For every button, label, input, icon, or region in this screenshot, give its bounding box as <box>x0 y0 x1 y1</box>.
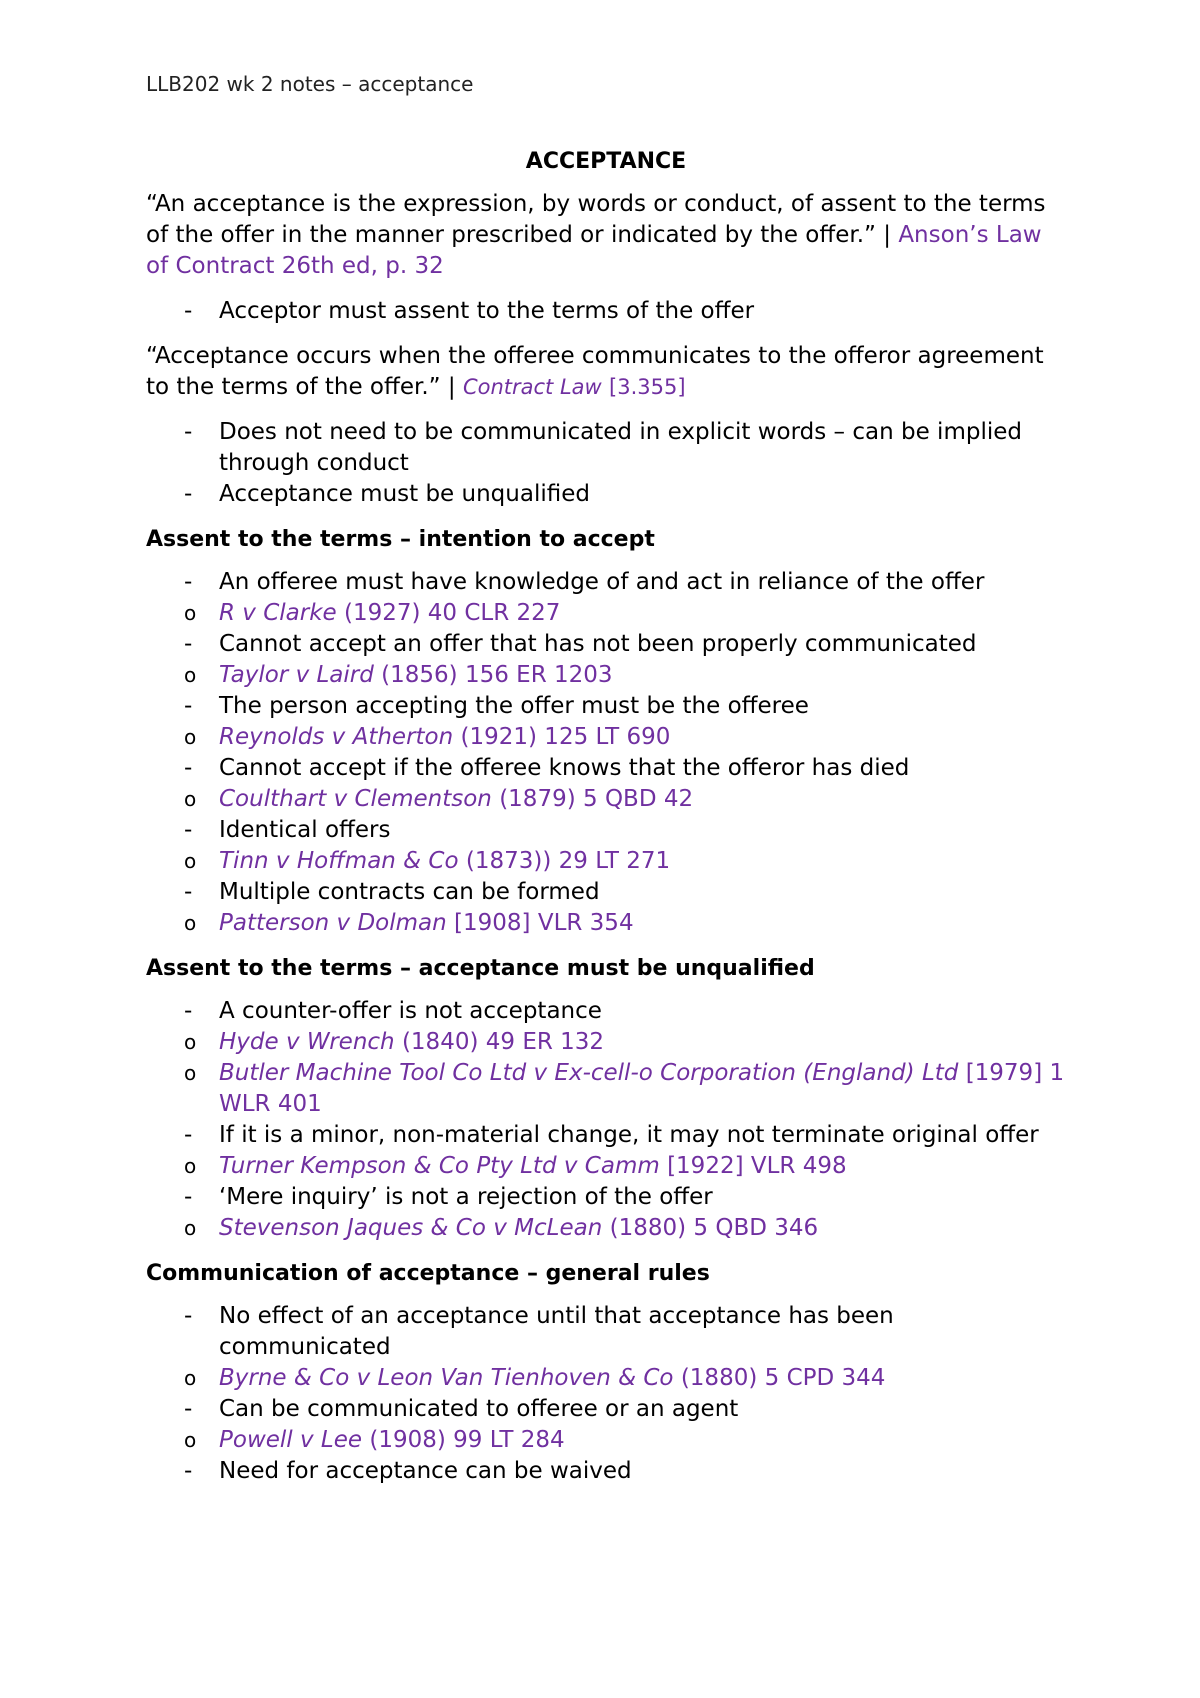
list-item-text: Identical offers <box>219 817 391 843</box>
circle-bullet-icon: o <box>184 911 197 935</box>
case-reference: (1840) 49 ER 132 <box>401 1029 605 1055</box>
document-title: ACCEPTANCE <box>525 149 687 174</box>
case-reference: [1979] 1 WLR 401 <box>219 1060 1065 1117</box>
bullet-list <box>146 1301 1066 1487</box>
circle-bullet-icon: o <box>184 1216 197 1240</box>
list-item-text: No effect of an acceptance until that acceptance has been communicated <box>219 1303 894 1360</box>
circle-bullet-icon: o <box>184 663 197 687</box>
list-item-text: If it is a minor, non-material change, it may not terminate original offer <box>219 1122 1039 1148</box>
dash-marker: - <box>184 481 193 507</box>
case-reference: [1922] VLR 498 <box>667 1153 847 1179</box>
case-list <box>184 1363 1066 1394</box>
case-reference: (1856) 156 ER 1203 <box>381 662 613 688</box>
quote-source-ref: [3.355] <box>609 375 686 399</box>
case-citation <box>184 722 1066 753</box>
case-reference: (1873)) 29 LT 271 <box>465 848 671 874</box>
list-item-text: An offeree must have knowledge of and act in reliance of the offer <box>219 569 985 595</box>
case-citation <box>184 784 1066 815</box>
document-body <box>146 146 1066 1501</box>
section-heading: Assent to the terms – intention to accept <box>146 527 655 552</box>
list-item <box>146 1456 1066 1487</box>
case-list <box>184 1213 1066 1244</box>
list-item <box>146 996 1066 1120</box>
list-item <box>146 1120 1066 1182</box>
circle-bullet-icon: o <box>184 1030 197 1054</box>
list-item-text: Does not need to be communicated in explicit words – can be implied through conduct <box>219 419 1022 476</box>
list-item <box>146 296 1066 327</box>
list-item-text: Need for acceptance can be waived <box>219 1458 632 1484</box>
circle-bullet-icon: o <box>184 787 197 811</box>
dash-marker: - <box>184 817 193 843</box>
case-reference: (1880) 5 CPD 344 <box>680 1365 886 1391</box>
case-citation <box>184 660 1066 691</box>
case-list <box>184 1151 1066 1182</box>
list-item-text: Cannot accept if the offeree knows that the offeror has died <box>219 755 910 781</box>
dash-marker: - <box>184 998 193 1024</box>
dash-marker: - <box>184 879 193 905</box>
list-item <box>146 629 1066 691</box>
case-reference: (1921) 125 LT 690 <box>460 724 671 750</box>
dash-marker: - <box>184 419 193 445</box>
dash-marker: - <box>184 755 193 781</box>
bullet-list <box>146 567 1066 939</box>
case-list <box>184 598 1066 629</box>
case-citation <box>184 1027 1066 1058</box>
bullet-list <box>146 296 1066 327</box>
case-name: Byrne & Co v Leon Van Tienhoven & Co <box>219 1365 674 1391</box>
case-name: Powell v Lee <box>219 1427 363 1453</box>
list-item <box>146 753 1066 815</box>
sections-container <box>146 524 1066 1487</box>
case-name: Hyde v Wrench <box>219 1029 395 1055</box>
list-item <box>146 815 1066 877</box>
circle-bullet-icon: o <box>184 725 197 749</box>
section-heading: Communication of acceptance – general rules <box>146 1261 710 1286</box>
list-item-text: Multiple contracts can be formed <box>219 879 600 905</box>
list-item-text: Can be communicated to offeree or an agent <box>219 1396 739 1422</box>
dash-marker: - <box>184 569 193 595</box>
list-item <box>146 567 1066 629</box>
dash-marker: - <box>184 1184 193 1210</box>
case-list <box>184 784 1066 815</box>
case-list <box>184 846 1066 877</box>
case-name: Taylor v Laird <box>219 662 374 688</box>
list-item <box>146 1182 1066 1244</box>
case-name: Butler Machine Tool Co Ltd v Ex-cell-o Corporation (England) Ltd <box>219 1060 959 1086</box>
case-reference: (1927) 40 CLR 227 <box>344 600 561 626</box>
circle-bullet-icon: o <box>184 1366 197 1390</box>
case-list <box>184 660 1066 691</box>
case-list <box>184 1425 1066 1456</box>
list-item-text: Acceptor must assent to the terms of the offer <box>219 298 755 324</box>
case-name: Stevenson Jaques & Co v McLean <box>219 1215 603 1241</box>
circle-bullet-icon: o <box>184 1428 197 1452</box>
list-item-text: ‘Mere inquiry’ is not a rejection of the offer <box>219 1184 713 1210</box>
quote-source-title: Contract Law <box>462 375 602 399</box>
dash-marker: - <box>184 693 193 719</box>
case-name: Tinn v Hoffman & Co <box>219 848 459 874</box>
list-item-text: Cannot accept an offer that has not been properly communicated <box>219 631 977 657</box>
list-item <box>146 417 1066 479</box>
quote-text: “An acceptance is the expression, by words or conduct, of assent to the terms of the offer in the manner prescribed or indicated by the offer.” | <box>146 191 1046 248</box>
list-item-text: Acceptance must be unqualified <box>219 481 590 507</box>
quote-anson <box>146 189 1066 282</box>
list-item <box>146 691 1066 753</box>
case-list <box>184 722 1066 753</box>
dash-marker: - <box>184 1303 193 1329</box>
bullet-list <box>146 996 1066 1244</box>
case-citation <box>184 908 1066 939</box>
quote-contract-law <box>146 341 1066 403</box>
case-citation <box>184 1425 1066 1456</box>
case-name: R v Clarke <box>219 600 337 626</box>
list-item <box>146 479 1066 510</box>
case-list <box>184 908 1066 939</box>
case-reference: (1908) 99 LT 284 <box>369 1427 565 1453</box>
list-item-text: The person accepting the offer must be the offeree <box>219 693 809 719</box>
case-name: Coulthart v Clementson <box>219 786 492 812</box>
list-item-text: A counter-offer is not acceptance <box>219 998 602 1024</box>
circle-bullet-icon: o <box>184 1154 197 1178</box>
circle-bullet-icon: o <box>184 1061 197 1085</box>
dash-marker: - <box>184 1458 193 1484</box>
case-reference: [1908] VLR 354 <box>454 910 634 936</box>
case-reference: (1880) 5 QBD 346 <box>609 1215 819 1241</box>
case-name: Reynolds v Atherton <box>219 724 454 750</box>
page-header: LLB202 wk 2 notes – acceptance <box>146 72 474 96</box>
case-name: Patterson v Dolman <box>219 910 447 936</box>
case-name: Turner Kempson & Co Pty Ltd v Camm <box>219 1153 660 1179</box>
case-citation <box>184 846 1066 877</box>
dash-marker: - <box>184 1396 193 1422</box>
circle-bullet-icon: o <box>184 601 197 625</box>
list-item <box>146 1394 1066 1456</box>
case-citation <box>184 1151 1066 1182</box>
case-citation <box>184 598 1066 629</box>
case-list <box>184 1027 1066 1120</box>
list-item <box>146 877 1066 939</box>
case-citation <box>184 1058 1066 1120</box>
dash-marker: - <box>184 298 193 324</box>
bullet-list <box>146 417 1066 510</box>
case-citation <box>184 1213 1066 1244</box>
case-citation <box>184 1363 1066 1394</box>
section-heading: Assent to the terms – acceptance must be unqualified <box>146 956 815 981</box>
case-reference: (1879) 5 QBD 42 <box>499 786 694 812</box>
circle-bullet-icon: o <box>184 849 197 873</box>
dash-marker: - <box>184 1122 193 1148</box>
list-item <box>146 1301 1066 1394</box>
quote-text: “Acceptance occurs when the offeree communicates to the offeror agreement to the terms of the offer.” | <box>146 343 1044 400</box>
quote-source: Anson’s Law of Contract 26th ed, p. 32 <box>146 222 1042 279</box>
dash-marker: - <box>184 631 193 657</box>
